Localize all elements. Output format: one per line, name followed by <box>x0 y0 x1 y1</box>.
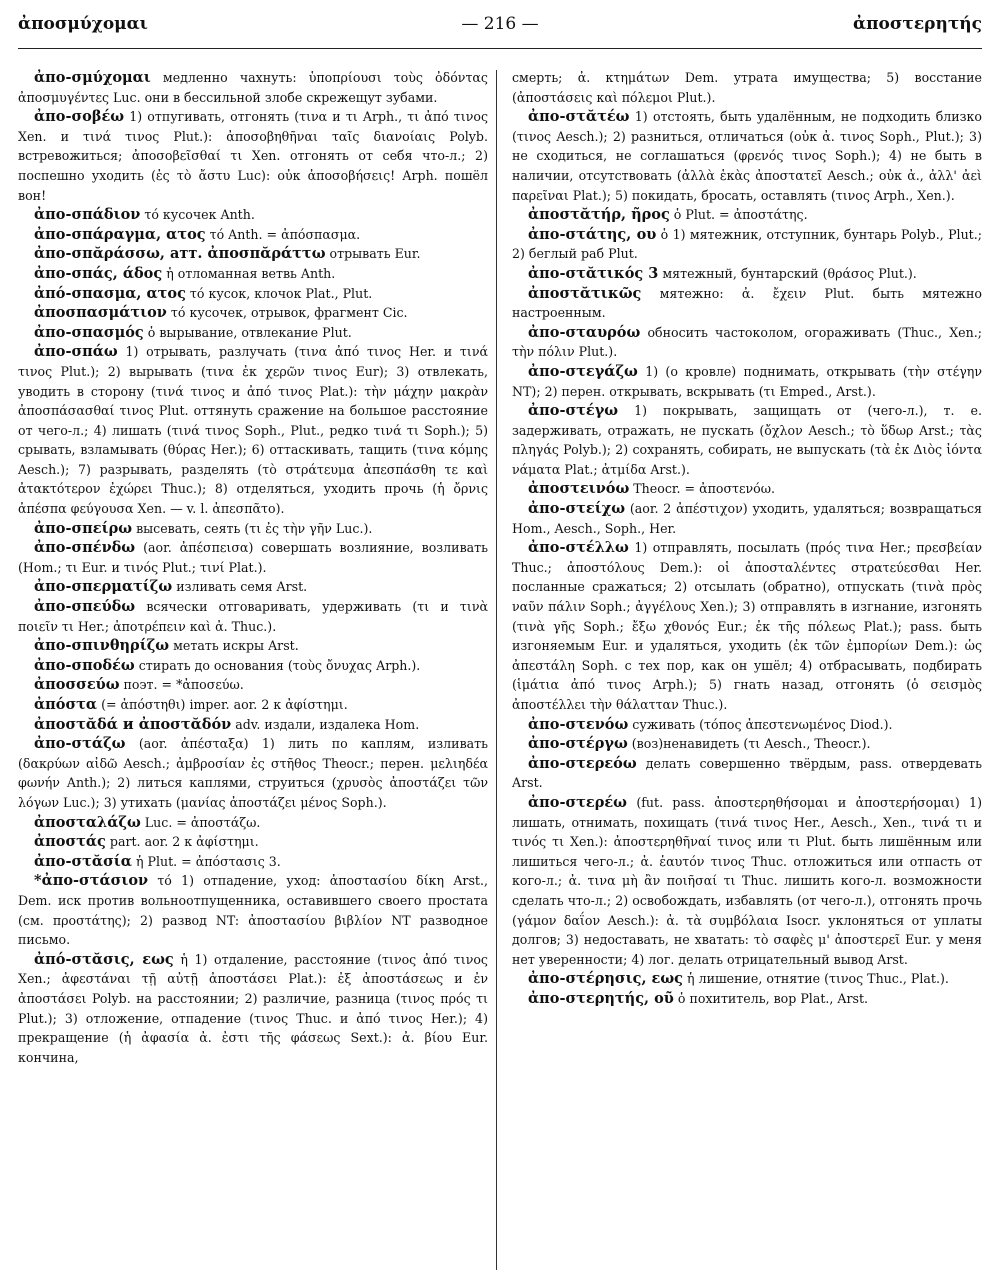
entry-headword: ἀπο-στερέω <box>528 793 627 811</box>
entry-definition: τό кусочек, отрывок, фрагмент Cic. <box>170 305 408 321</box>
dictionary-entry <box>18 950 488 1068</box>
left-running-headword: ἀποσμύχομαι <box>18 14 148 34</box>
entry-headword: ἀπο-σπερματίζω <box>34 578 173 596</box>
entry-headword: ἀπο-στερητής, οῦ <box>528 989 674 1007</box>
entry-headword: ἀπο-σπᾰράσσω, атт. ἀποσπᾰράττω <box>34 245 326 263</box>
entry-definition: Luc. = ἀποστάζω. <box>144 814 261 830</box>
dictionary-entry <box>512 68 982 107</box>
dictionary-entry <box>512 754 982 793</box>
dictionary-entry <box>18 852 488 872</box>
entry-definition: (воз)ненавидеть (τι Aesch., Theocr.). <box>631 736 871 752</box>
entry-definition: part. aor. 2 к ἀφίστημι. <box>109 834 259 850</box>
entry-headword: ἀποσταλάζω <box>34 813 141 831</box>
dictionary-entry <box>512 323 982 362</box>
dictionary-entry <box>18 675 488 695</box>
entry-definition: adv. издали, издалека Hom. <box>235 716 420 732</box>
entry-definition: (aor. ἀπέσταξα) 1) лить по каплям, изливать (δακρύων αἰδῶ Aesch.; ἀμβροσίαν ἐς στῆθος Theocr.; перен. μελιηδέα φωνήν Anth.); 2) литься каплями, струиться (χρυσὸς ἀποστάζει τῶν λόγων Luc.); 3) утихать (μανίας ἀποστάζει μένος Soph.). <box>18 736 488 810</box>
entry-headword: ἀπο-στᾰτέω <box>528 108 630 126</box>
entry-headword: ἀπο-στερεόω <box>528 754 637 772</box>
entry-definition: отрывать Eur. <box>329 246 421 262</box>
dictionary-entry <box>18 205 488 225</box>
dictionary-entry <box>18 871 488 949</box>
entry-headword: ἀποστᾰτήρ, ῆρος <box>528 206 670 224</box>
dictionary-entry <box>18 656 488 676</box>
dictionary-entry <box>18 538 488 577</box>
entry-headword: ἀπό-σπασμα, ατος <box>34 284 186 302</box>
dictionary-entry <box>18 519 488 539</box>
entry-definition: ὁ вырывание, отвлекание Plut. <box>147 324 352 340</box>
entry-definition: обносить частоколом, огораживать (Thuc., Xen.; τὴν πόλιν Plut.). <box>512 324 982 360</box>
dictionary-entry <box>18 832 488 852</box>
entry-headword: ἀποστεινόω <box>528 480 630 498</box>
entry-headword: ἀπο-σπάραγμα, ατος <box>34 225 206 243</box>
entry-definition: 1) отрывать, разлучать (τινα ἀπό τινος Her. и τινά τινος Plut.); 2) вырывать (τινα ἐκ χερῶν τινος Eur); 3) отвлекать, уводить в сторону (τινά τινος и ἀπό τινος Plat.): τὴν μάχην μακρὰν ἀποσπάσασθαί τινος Plut. оттянуть сражение на большое расстояние от чего-л.; 4) лишать (τινά τινος Soph., Plut., редко τινά τι Soph.); 5) срывать, взламывать (θύρας Her.); 6) оттаскивать, тащить (τινα κόμης Aesch.); 7) разрывать, разделять (τὸ στράτευμα ἀπεσπάσθη τε καὶ ἀτακτότερον ἐχώρει Thuc.); 8) отделяться, уходить прочь (ἡ ὄρνις ἀπέσπα φεύγουσα Xen. — v. l. ἀπεσπᾶτο). <box>18 344 488 517</box>
entry-headword: ἀπο-στέργω <box>528 735 628 753</box>
entry-definition: изливать семя Arst. <box>176 579 308 595</box>
entry-definition: ἡ 1) отдаление, расстояние (τινος ἀπό τινος Xen.; ἀφεστάναι τῇ αὐτῇ ἀποστάσει Plat.): ἐξ ἀποστάσεως и ἐν ἀποστάσει Polyb. на расстоянии; 2) различие, разница (τινος πρός τι Plut.); 3) отложение, отпадение (τινος Thuc. и ἀπό τινος Her.); 4) прекращение (ἡ ἀφασία ἀ. ἐστι τῆς φάσεως Sext.): ἀ. βίου Eur. кончина, <box>18 951 488 1065</box>
entry-headword: ἀπο-στάτης, ου <box>528 225 657 243</box>
entry-definition: 1) покрывать, защищать от (чего-л.), т. е. задерживать, отражать, не пускать (ὄχλον Aesch.; τὸ ὕδωρ Arst.; τὰς πληγάς Polyb.); 2) сохранять, собирать, не выпускать (τὰ ἐκ Διὸς ἰόντα νάματα Plat.; ἀτμίδα Arst.). <box>512 403 982 477</box>
entry-definition: мятежный, бунтарский (θράσος Plut.). <box>662 265 917 281</box>
entry-headword: ἀπο-σπάδιον <box>34 206 141 224</box>
dictionary-entry <box>18 636 488 656</box>
dictionary-entry <box>18 813 488 833</box>
entry-definition: мятежно: ἀ. ἔχειν Plut. быть мятежно настроенным. <box>512 285 982 321</box>
entry-headword: ἀποστάς <box>34 833 106 851</box>
entry-headword: ἀπο-σπεύδω <box>34 598 136 616</box>
dictionary-entry <box>512 989 982 1009</box>
entry-headword: ἀπο-σπένδω <box>34 539 136 557</box>
entry-definition: суживать (τόπος ἀπεστενωμένος Diod.). <box>632 716 893 732</box>
entry-headword: ἀπο-σπινθηρίζω <box>34 637 170 655</box>
entry-headword: ἀπο-σποδέω <box>34 656 135 674</box>
entry-headword: ἀποστᾰτικῶς <box>528 284 642 302</box>
column-divider <box>496 70 497 1270</box>
entry-definition: Theocr. = ἀποστενόω. <box>633 481 776 497</box>
dictionary-entry <box>18 225 488 245</box>
entry-definition: ἡ лишение, отнятие (τινος Thuc., Plat.). <box>687 971 949 987</box>
entry-definition: делать совершенно твёрдым, pass. отвердевать Arst. <box>512 755 982 791</box>
entry-headword: ἀποστᾰδά и ἀποστᾰδόν <box>34 715 232 733</box>
entry-definition: (aor. ἀπέσπεισα) совершать возлияние, возливать (Hom.; τι Eur. и τινός Plut.; τινί Plat.). <box>18 540 488 575</box>
entry-definition: ὁ похититель, вор Plat., Arst. <box>677 990 869 1006</box>
page-number: — 216 — <box>461 14 539 34</box>
entry-headword: ἀπο-στᾰσία <box>34 852 132 870</box>
dictionary-entry <box>512 284 982 323</box>
dictionary-entry <box>18 695 488 715</box>
entry-headword: ἀπο-σπάς, άδος <box>34 264 163 282</box>
dictionary-entry <box>18 597 488 636</box>
entry-headword: ἀπο-σμύχομαι <box>34 69 151 86</box>
entry-definition: ἡ Plut. = ἀπόστασις 3. <box>135 853 281 869</box>
entry-definition: τό кусочек Anth. <box>144 207 255 223</box>
entry-definition: ὁ Plut. = ἀποστάτης. <box>673 207 808 223</box>
page-header <box>18 14 982 44</box>
entry-headword: ἀπο-στεγάζω <box>528 362 638 380</box>
dictionary-entry <box>18 264 488 284</box>
dictionary-entry <box>512 107 982 205</box>
entry-definition: стирать до основания (τοὺς ὄνυχας Arph.). <box>138 657 421 673</box>
dictionary-entry <box>18 68 488 107</box>
dictionary-entry <box>512 715 982 735</box>
right-running-headword: ἀποστερητής <box>853 14 982 34</box>
entry-definition: высевать, сеять (τι ἐς τὴν γῆν Luc.). <box>136 520 373 536</box>
dictionary-entry <box>18 284 488 304</box>
entry-definition: всячески отговаривать, удерживать (τι и τινὰ ποιεῖν τι Her.; ἀποτρέπειν καὶ ἀ. Thuc.). <box>18 599 488 634</box>
dictionary-entry <box>512 499 982 538</box>
dictionary-entry <box>512 538 982 714</box>
entry-definition: ἡ отломанная ветвь Anth. <box>166 265 336 281</box>
dictionary-entry <box>512 264 982 284</box>
entry-definition: ὁ 1) мятежник, отступник, бунтарь Polyb., Plut.; 2) беглый раб Plut. <box>512 226 982 262</box>
entry-definition: τό Anth. = ἀπόσπασμα. <box>209 226 361 242</box>
dictionary-entry <box>512 734 982 754</box>
dictionary-entry <box>18 342 488 518</box>
entry-definition: 1) (о кровле) поднимать, открывать (τὴν στέγην NT); 2) перен. открывать, вскрывать (τι Emped., Arst.). <box>512 363 982 399</box>
entry-headword: ἀπο-σπείρω <box>34 519 133 537</box>
entry-headword: ἀπο-σταυρόω <box>528 323 641 341</box>
entry-headword: ἀπο-στέλλω <box>528 539 629 557</box>
entry-definition: метать искры Arst. <box>173 638 299 654</box>
dictionary-entry <box>18 323 488 343</box>
entry-definition: смерть; ἀ. κτημάτων Dem. утрата имущества; 5) восстание (ἀποστάσεις καὶ πόλεμοι Plut.). <box>512 70 982 105</box>
entry-headword: ἀποσπασμάτιον <box>34 304 167 322</box>
entry-definition: (aor. 2 ἀπέστιχον) уходить, удаляться; возвращаться Hom., Aesch., Soph., Her. <box>512 501 982 536</box>
right-column <box>512 68 982 1274</box>
entry-definition: 1) отстоять, быть удалённым, не подходить близко (τινος Aesch.); 2) разниться, отличаться (οὐκ ἀ. τινος Soph., Plut.); 3) не сходиться, не соглашаться (φρενός τινος Soph.); 4) не быть в наличии, отсутствовать (ἀλλὰ ἑκὰς ἀποστατεῖ Aesch.; οὐκ ἀ., ἀλλ' ἀεὶ παρεῖναι Plat.); 5) покидать, бросать, оставлять (τινος Arph., Xen.). <box>512 109 982 203</box>
entry-definition: (fut. pass. ἀποστερηθήσομαι и ἀποστερήσομαι) 1) лишать, отнимать, похищать (τινά τινος Her., Aesch., Xen., τινά τι и τινός τι Xen.): ἀποστερηθῆναί τινος или τι Plut. быть лишённым или лишиться чего-л.; ἀ. ἑαυτόν τινος Thuc. отложиться или отпасть от кого-л.; ἀ. τινα μὴ ἂν ποιῆσαί τι Thuc. лишить кого-л. возможности сделать что-л.; 2) освобождать, избавлять (от чего-л.), отгонять прочь (γάμον δαΐον Aesch.): ἀ. τὰ συμβόλαια Isocr. уклоняться от уплаты долгов; 3) недоставать, не хватать: τὸ σαφὲς μ' ἀποστερεῖ Eur. у меня нет уверенности; 4) лог. делать отрицательный вывод Arst. <box>512 794 982 967</box>
dictionary-entry <box>512 362 982 401</box>
dictionary-entry <box>512 205 982 225</box>
entry-headword: ἀποσσεύω <box>34 676 120 694</box>
header-rule <box>18 48 982 49</box>
entry-headword: ἀπόστα <box>34 696 98 713</box>
dictionary-entry <box>512 225 982 264</box>
dictionary-entry <box>18 303 488 323</box>
entry-definition: поэт. = *ἀποσεύω. <box>123 677 244 693</box>
entry-headword: ἀπο-στέρησις, εως <box>528 970 683 988</box>
dictionary-entry <box>512 793 982 969</box>
dictionary-entry <box>18 577 488 597</box>
left-column <box>18 68 488 1274</box>
entry-headword: ἀπο-στέγω <box>528 402 619 420</box>
entry-definition: 1) отправлять, посылать (πρός τινα Her.; πρεσβείαν Thuc.; ἀποστόλους Dem.): οἱ ἀποσταλέντες στρατεύεσθαι Her. посланные сражаться; 2) отсылать (обратно), отпускать (τινὰ πρὸς ναῦν πάλιν Soph.; ἀγγέλους Xen.); 3) отправлять в изгнание, изгонять (τινὰ γῆς Soph.; ἔξω χθονός Eur.; ἐκ τῆς πόλεως Plat.); pass. быть изгоняемым Eur. и удаляться, уходить (ἐκ τῶν ἐμπορίων Dem.): ὡς ἀπεστάλη Soph. с тех пор, как он ушёл; 4) отбрасывать, подбирать (ἱμάτια ἀπό τινος Arph.); 5) гнать назад, отгонять (ὁ σεισμὸς ἀποστέλλει τὴν θάλατταν Thuc.). <box>512 540 982 712</box>
entry-headword: ἀπο-σπάω <box>34 343 118 361</box>
entry-headword: ἀπο-στείχω <box>528 500 626 518</box>
dictionary-entry <box>18 715 488 735</box>
entry-headword: ἀπο-στάζω <box>34 735 126 753</box>
entry-headword: ἀπο-στᾰτικός 3 <box>528 264 659 282</box>
dictionary-entry <box>18 244 488 264</box>
dictionary-entry <box>512 969 982 989</box>
entry-headword: *ἀπο-στάσιον <box>34 872 149 890</box>
entry-headword: ἀπο-στενόω <box>528 715 629 733</box>
entry-definition: τό кусок, клочок Plat., Plut. <box>189 285 373 301</box>
entry-definition: τό 1) отпадение, уход: ἀποστασίου δίκη Arst., Dem. иск против вольноотпущенника, оставившего своего простата (см. προστάτης); 2) развод NT: ἀποστασίου βιβλίον NT разводное письмо. <box>18 873 488 948</box>
dictionary-entry <box>18 107 488 205</box>
dictionary-entry <box>512 401 982 479</box>
dictionary-entry <box>18 734 488 812</box>
entry-definition: 1) отпугивать, отгонять (τινα и τι Arph., τι ἀπό τινος Xen. и τινά τινος Plut.): ἀποσοβηθῆναι ταῖς διανοίαις Polyb. встревожиться; ἀποσοβεῖσθαί τι Xen. отгонять от себя что-л.; 2) поспешно уходить (ἐς τὸ ἄστυ Luc): οὐκ ἀποσοβήσεις! Arph. пошёл вон! <box>18 109 488 203</box>
entry-definition: медленно чахнуть: ὑποπρίουσι τοὺς ὀδόντας ἀποσμυγέντες Luc. они в бессильной злобе скрежещут зубами. <box>18 70 488 105</box>
entry-headword: ἀπο-σπασμός <box>34 323 144 341</box>
entry-definition: (= ἀπόστηθι) imper. aor. 2 к ἀφίστημι. <box>101 697 348 712</box>
entry-headword: ἀπο-σοβέω <box>34 108 125 126</box>
entry-headword: ἀπό-στᾰσις, εως <box>34 950 174 968</box>
dictionary-entry <box>512 479 982 499</box>
